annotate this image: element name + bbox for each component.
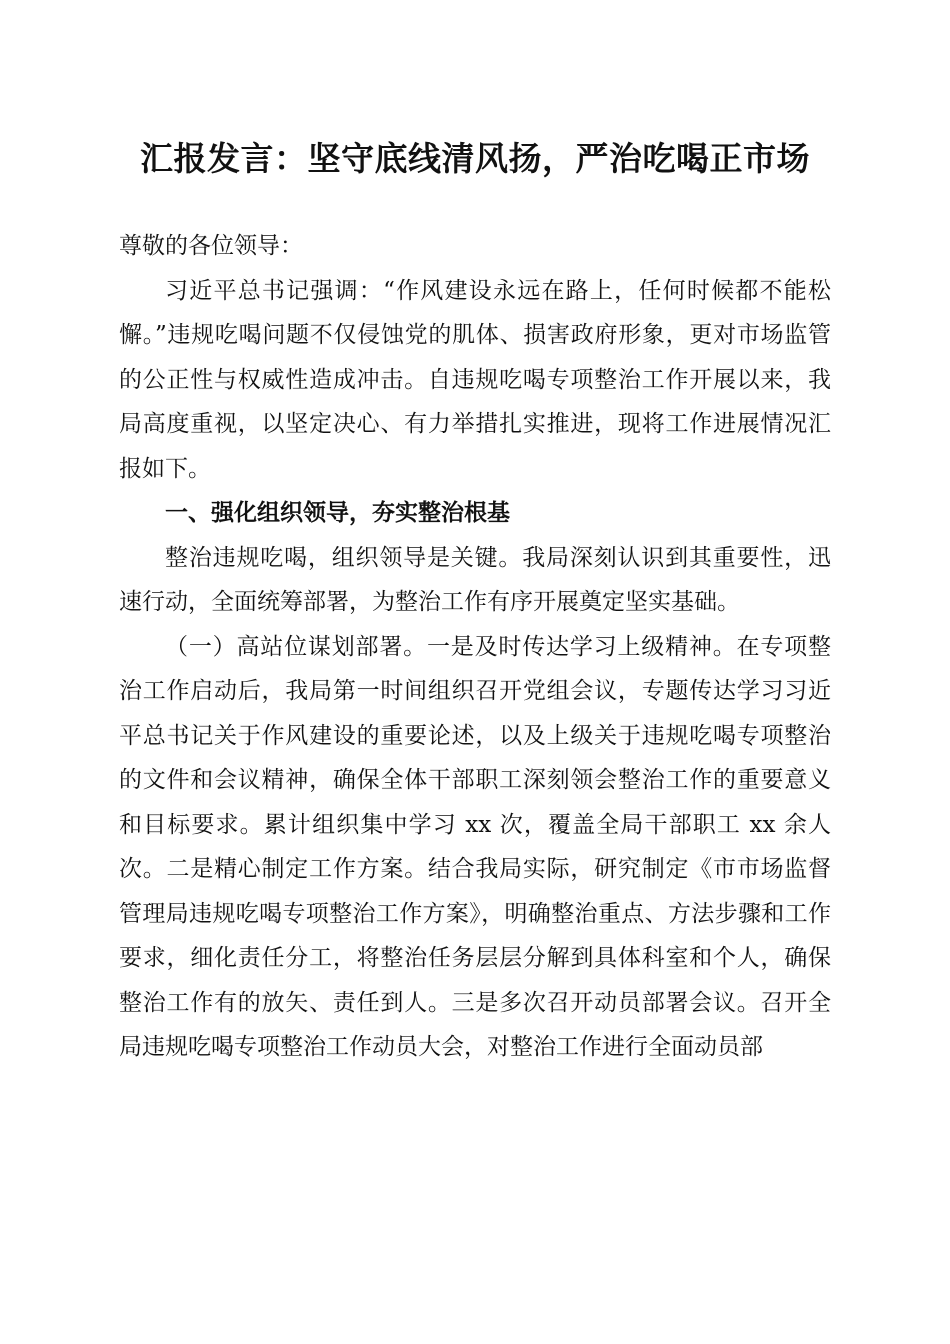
subsection-1-paragraph: （一）高站位谋划部署。一是及时传达学习上级精神。在专项整治工作启动后，我局第一时间组织召开党组会议，专题传达学习习近平总书记关于作风建设的重要论述，以及上级关于违规吃喝专项整治的文件和会议精神，确保全体干部职工深刻领会整治工作的重要意义和目标要求。累计组织集中学习 xx 次，覆盖全局干部职工 xx 余人次。二是精心制定工作方案。结合我局实际，研究制定《市市场监督管理局违规吃喝专项整治工作方案》，明确整治重点、方法步骤和工作要求，细化责任分工，将整治任务层层分解到具体科室和个人，确保整治工作有的放矢、责任到人。三是多次召开动员部署会议。召开全局违规吃喝专项整治工作动员大会，对整治工作进行全面动员部 <box>119 633 831 1060</box>
document-body <box>119 128 831 1070</box>
section-1-intro-paragraph: 整治违规吃喝，组织领导是关键。我局深刻认识到其重要性，迅速行动，全面统筹部署，为整治工作有序开展奠定坚实基础。 <box>119 544 831 615</box>
document-title: 汇报发言：坚守底线清风扬，严治吃喝正市场 <box>140 139 810 178</box>
salutation: 尊敬的各位领导： <box>119 233 303 259</box>
section-heading-1: 一、强化组织领导，夯实整治根基 <box>165 500 510 526</box>
intro-paragraph: 习近平总书记强调：“作风建设永远在路上，任何时候都不能松懈。”违规吃喝问题不仅侵蚀党的肌体、损害政府形象，更对市场监管的公正性与权威性造成冲击。自违规吃喝专项整治工作开展以来，我局高度重视，以坚定决心、有力举措扎实推进，现将工作进展情况汇报如下。 <box>119 277 831 482</box>
